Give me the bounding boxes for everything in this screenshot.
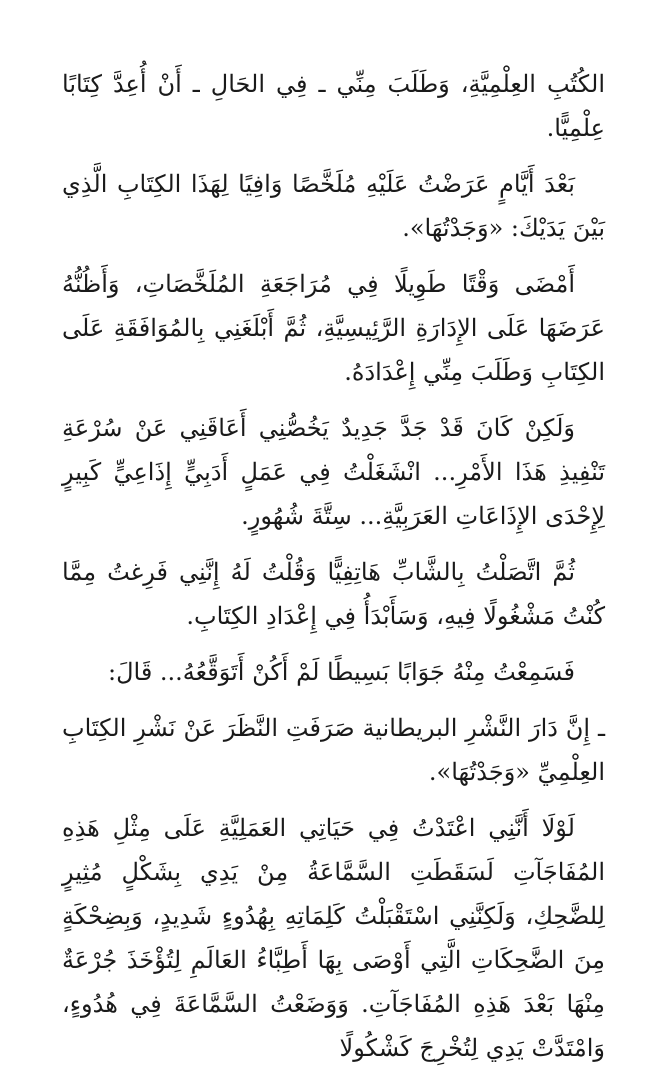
- paragraph-6: فَسَمِعْتُ مِنْهُ جَوَابًا بَسِيطًا لَمْ أَكُنْ أَتَوَقَّعُهُ... قَالَ:: [107, 658, 575, 686]
- paragraph-2: بَعْدَ أَيَّامٍ عَرَضْتُ عَلَيْهِ مُلَخَّصًا وَافِيًا لِهَذَا الكِتَابِ الَّذِي بَيْنَ يَدَيْكَ: «وَجَدْتُهَا».: [62, 170, 605, 242]
- paragraph-7: ـ إِنَّ دَارَ النَّشْرِ البريطانية صَرَفَتِ النَّظَرَ عَنْ نَشْرِ الكِتَابِ العِلْمِيِّ «وَجَدْتُهَا».: [62, 714, 605, 786]
- paragraph-4: وَلَكِنْ كَانَ قَدْ جَدَّ جَدِيدٌ يَخُصُّنِي أَعَاقَنِي عَنْ سُرْعَةِ تَنْفِيذِ هَذَا الأَمْرِ... انْشَغَلْتُ فِي عَمَلٍ أَدَبِيٍّ إِذَاعِيٍّ كَبِيرٍ لِإِحْدَى الإِذَاعَاتِ العَرَبِيَّةِ... سِتَّةَ شُهُورٍ.: [62, 414, 605, 530]
- paragraph-5: ثُمَّ اتَّصَلْتُ بِالشَّابِّ هَاتِفِيًّا وَقُلْتُ لَهُ إِنَّنِي فَرِغتُ مِمَّا كُنْتُ مَشْغُولًا فِيهِ، وَسَأَبْدَأُ فِي إِعْدَادِ الكِتَابِ.: [62, 558, 605, 630]
- paragraph-3: أَمْضَى وَقْتًا طَوِيلًا فِي مُرَاجَعَةِ المُلَخَّصَاتِ، وَأَظُنُّهُ عَرَضَهَا عَلَى الإِدَارَةِ الرَّئِيسِيَّةِ، ثُمَّ أَبْلَغَنِي بِالمُوَافَقَةِ عَلَى الكِتَابِ وَطَلَبَ مِنِّي إِعْدَادَهُ.: [62, 270, 605, 386]
- paragraph-8: لَوْلَا أَنَّنِي اعْتَدْتُ فِي حَيَاتِي العَمَلِيَّةِ عَلَى مِثْلِ هَذِهِ المُفَاجَآتِ لَسَقَطَتِ السَّمَّاعَةُ مِنْ يَدِي بِشَكْلٍ مُثِيرٍ لِلضَّحِكِ، وَلَكِنَّنِي اسْتَقْبَلْتُ كَلِمَاتِهِ بِهُدُوءٍ شَدِيدٍ، وَبِضِحْكَةٍ مِنَ الضَّحِكَاتِ الَّتِي أَوْصَى بِهَا أَطِبَّاءُ العَالَمِ لِتُؤْخَذَ جُرْعَةٌ مِنْهَا بَعْدَ هَذِهِ المُفَاجَآتِ. وَوَضَعْتُ السَّمَّاعَةَ فِي هُدُوءٍ، وَامْتَدَّتْ يَدِي لِتُخْرِجَ كَشْكُولًا: [62, 814, 605, 1062]
- paragraph-1: الكُتُبِ العِلْمِيَّةِ، وَطَلَبَ مِنِّي ـ فِي الحَالِ ـ أَنْ أُعِدَّ كِتَابًا عِلْمِيًّا.: [62, 70, 605, 142]
